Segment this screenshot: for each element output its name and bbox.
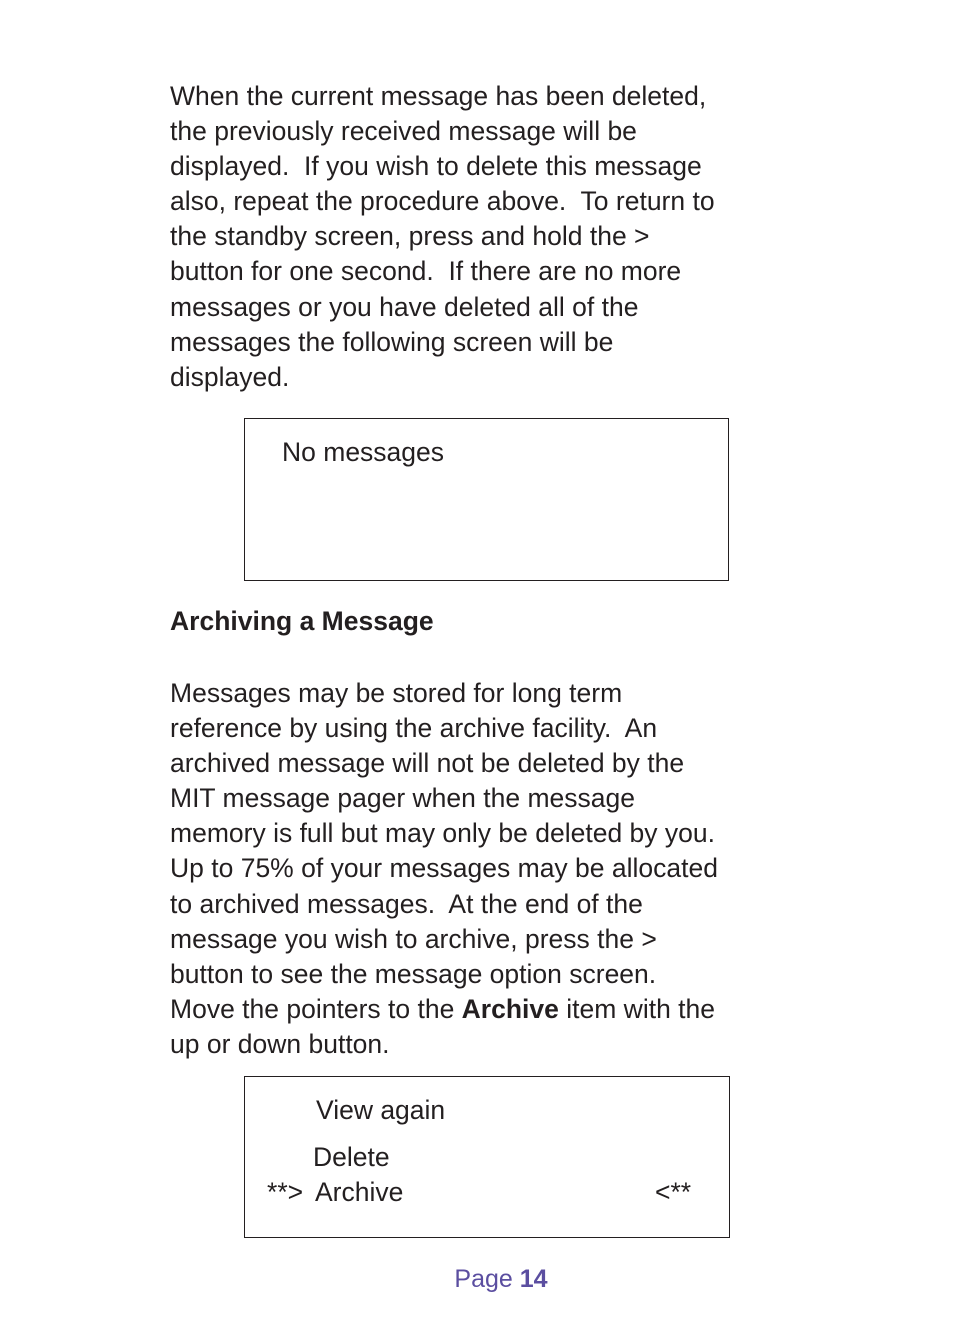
menu-item-archive: Archive bbox=[315, 1177, 404, 1207]
text-line: the standby screen, press and hold the > bbox=[170, 221, 650, 252]
archive-paragraph bbox=[170, 676, 810, 1062]
text-line: Messages may be stored for long term bbox=[170, 678, 623, 708]
text-fragment: Move the pointers to the bbox=[170, 993, 462, 1024]
message-option-screen bbox=[244, 1076, 730, 1238]
text-line: messages the following screen will be bbox=[170, 326, 614, 357]
menu-item-delete: Delete bbox=[313, 1142, 390, 1172]
no-messages-screen bbox=[244, 418, 729, 581]
text-line: to archived messages. At the end of the bbox=[170, 888, 643, 919]
text-line: the previously received message will be bbox=[170, 116, 637, 147]
page-label: Page bbox=[454, 1265, 520, 1293]
page-number-value: 14 bbox=[519, 1265, 548, 1293]
archive-keyword: Archive bbox=[461, 993, 559, 1024]
text-line: archived message will not be deleted by the bbox=[170, 748, 685, 779]
pointer-right: <** bbox=[655, 1177, 692, 1207]
text-line: button to see the message option screen. bbox=[170, 958, 657, 989]
page-number bbox=[0, 1265, 954, 1294]
text-line: memory is full but may only be deleted by you. bbox=[170, 818, 715, 849]
text-line: button for one second. If there are no more bbox=[170, 256, 682, 287]
pointer-left: **> bbox=[267, 1177, 304, 1207]
text-line bbox=[170, 992, 810, 1027]
text-line: MIT message pager when the message bbox=[170, 783, 635, 814]
text-fragment: item with the bbox=[558, 993, 716, 1024]
text-line: message you wish to archive, press the > bbox=[170, 923, 657, 954]
text-line: displayed. bbox=[170, 361, 290, 392]
intro-paragraph bbox=[170, 79, 810, 395]
text-line: up or down button. bbox=[170, 1028, 390, 1059]
text-line: displayed. If you wish to delete this message bbox=[170, 151, 702, 182]
text-line: When the current message has been deleted, bbox=[170, 81, 707, 111]
text-line: reference by using the archive facility. An bbox=[170, 713, 658, 744]
text-line: also, repeat the procedure above. To return to bbox=[170, 186, 715, 217]
text-line: messages or you have deleted all of the bbox=[170, 291, 639, 322]
text-line: Up to 75% of your messages may be allocated bbox=[170, 853, 718, 884]
screen-message: No messages bbox=[282, 437, 445, 467]
section-heading: Archiving a Message bbox=[170, 606, 434, 636]
menu-item-view-again: View again bbox=[316, 1095, 446, 1125]
